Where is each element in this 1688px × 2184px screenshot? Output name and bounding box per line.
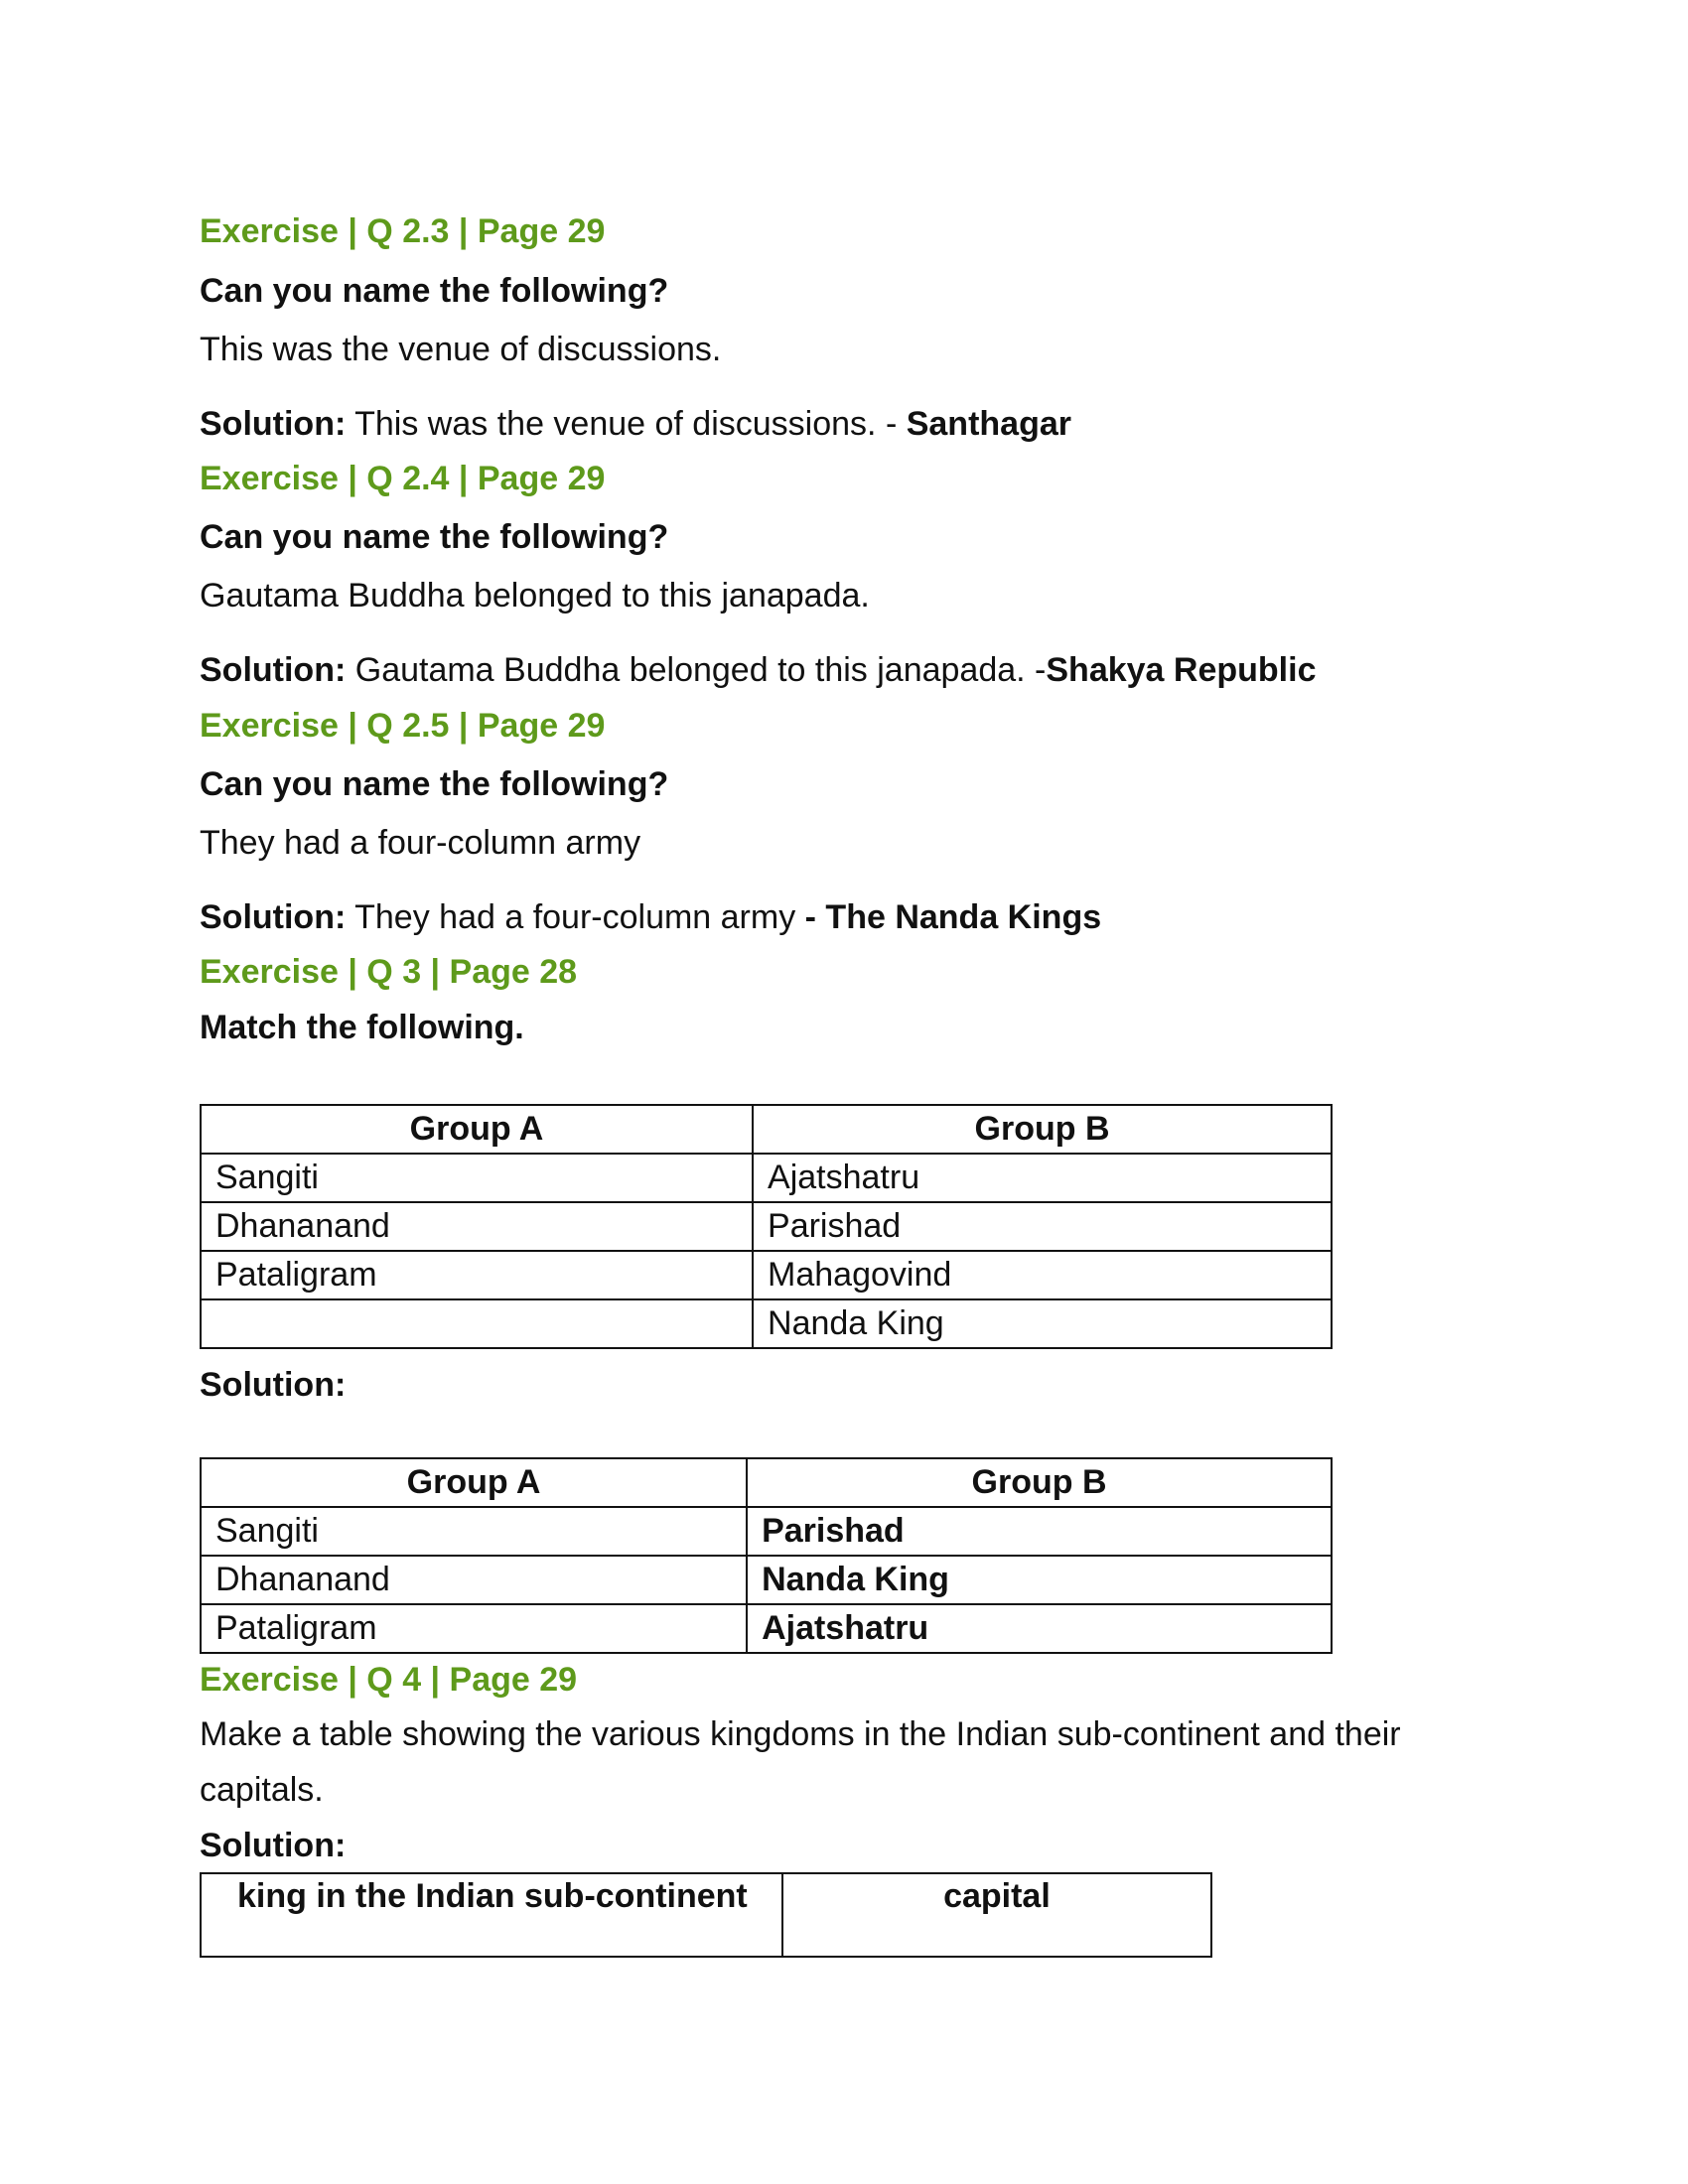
solution-label: Solution: <box>200 405 347 443</box>
match-table <box>200 1104 1333 1349</box>
table-row <box>201 1251 1332 1299</box>
solution-answer: Shakya Republic <box>1046 651 1317 689</box>
exercise-header: Exercise | Q 2.5 | Page 29 <box>200 707 606 745</box>
solution-label: Solution: <box>200 898 347 936</box>
column-header: Group B <box>747 1458 1332 1507</box>
solution-line <box>200 405 1071 444</box>
table-header-row <box>201 1873 1211 1957</box>
table-row <box>201 1556 1332 1604</box>
column-header: Group B <box>753 1105 1332 1154</box>
exercise-header: Exercise | Q 3 | Page 28 <box>200 953 578 991</box>
solution-answer: - The Nanda Kings <box>804 898 1102 936</box>
prompt-text: Make a table showing the various kingdoms in the Indian sub-continent and their <box>200 1715 1401 1753</box>
table-cell: Pataligram <box>201 1604 747 1653</box>
column-header: capital <box>782 1873 1211 1957</box>
prompt-text: This was the venue of discussions. <box>200 331 722 368</box>
solution-label: Solution: <box>200 1827 347 1864</box>
table-cell: Mahagovind <box>753 1251 1332 1299</box>
prompt-text: capitals. <box>200 1771 324 1809</box>
table-cell: Parishad <box>747 1507 1332 1556</box>
question-text: Match the following. <box>200 1009 524 1046</box>
table-header-row <box>201 1105 1332 1154</box>
exercise-header: Exercise | Q 4 | Page 29 <box>200 1661 578 1699</box>
table-cell: Ajatshatru <box>747 1604 1332 1653</box>
solution-line <box>200 898 1101 937</box>
table-cell: Dhananand <box>201 1202 753 1251</box>
question-text: Can you name the following? <box>200 272 669 310</box>
table-row <box>201 1202 1332 1251</box>
table-header-row <box>201 1458 1332 1507</box>
table-cell: Nanda King <box>747 1556 1332 1604</box>
table-row <box>201 1299 1332 1348</box>
exercise-header: Exercise | Q 2.3 | Page 29 <box>200 212 606 250</box>
solution-text: They had a four-column army <box>346 898 805 936</box>
table-cell: Dhananand <box>201 1556 747 1604</box>
question-text: Can you name the following? <box>200 765 669 803</box>
solution-line <box>200 651 1316 690</box>
kingdom-table <box>200 1872 1212 1958</box>
solution-text: Gautama Buddha belonged to this janapada. - <box>346 651 1047 689</box>
table-cell: Ajatshatru <box>753 1154 1332 1202</box>
column-header: Group A <box>201 1458 747 1507</box>
solution-label: Solution: <box>200 651 347 689</box>
table-cell: Pataligram <box>201 1251 753 1299</box>
table-row <box>201 1604 1332 1653</box>
prompt-text: They had a four-column army <box>200 824 641 862</box>
question-text: Can you name the following? <box>200 518 669 556</box>
solution-label: Solution: <box>200 1366 347 1404</box>
column-header: Group A <box>201 1105 753 1154</box>
column-header: king in the Indian sub-continent <box>201 1873 782 1957</box>
table-row <box>201 1507 1332 1556</box>
prompt-text: Gautama Buddha belonged to this janapada. <box>200 577 870 614</box>
solution-answer: Santhagar <box>906 405 1071 443</box>
table-cell <box>201 1299 753 1348</box>
exercise-header: Exercise | Q 2.4 | Page 29 <box>200 460 606 497</box>
table-cell: Sangiti <box>201 1154 753 1202</box>
table-cell: Nanda King <box>753 1299 1332 1348</box>
solution-table <box>200 1457 1333 1654</box>
table-cell: Parishad <box>753 1202 1332 1251</box>
table-row <box>201 1154 1332 1202</box>
solution-text: This was the venue of discussions. - <box>346 405 907 443</box>
table-cell: Sangiti <box>201 1507 747 1556</box>
